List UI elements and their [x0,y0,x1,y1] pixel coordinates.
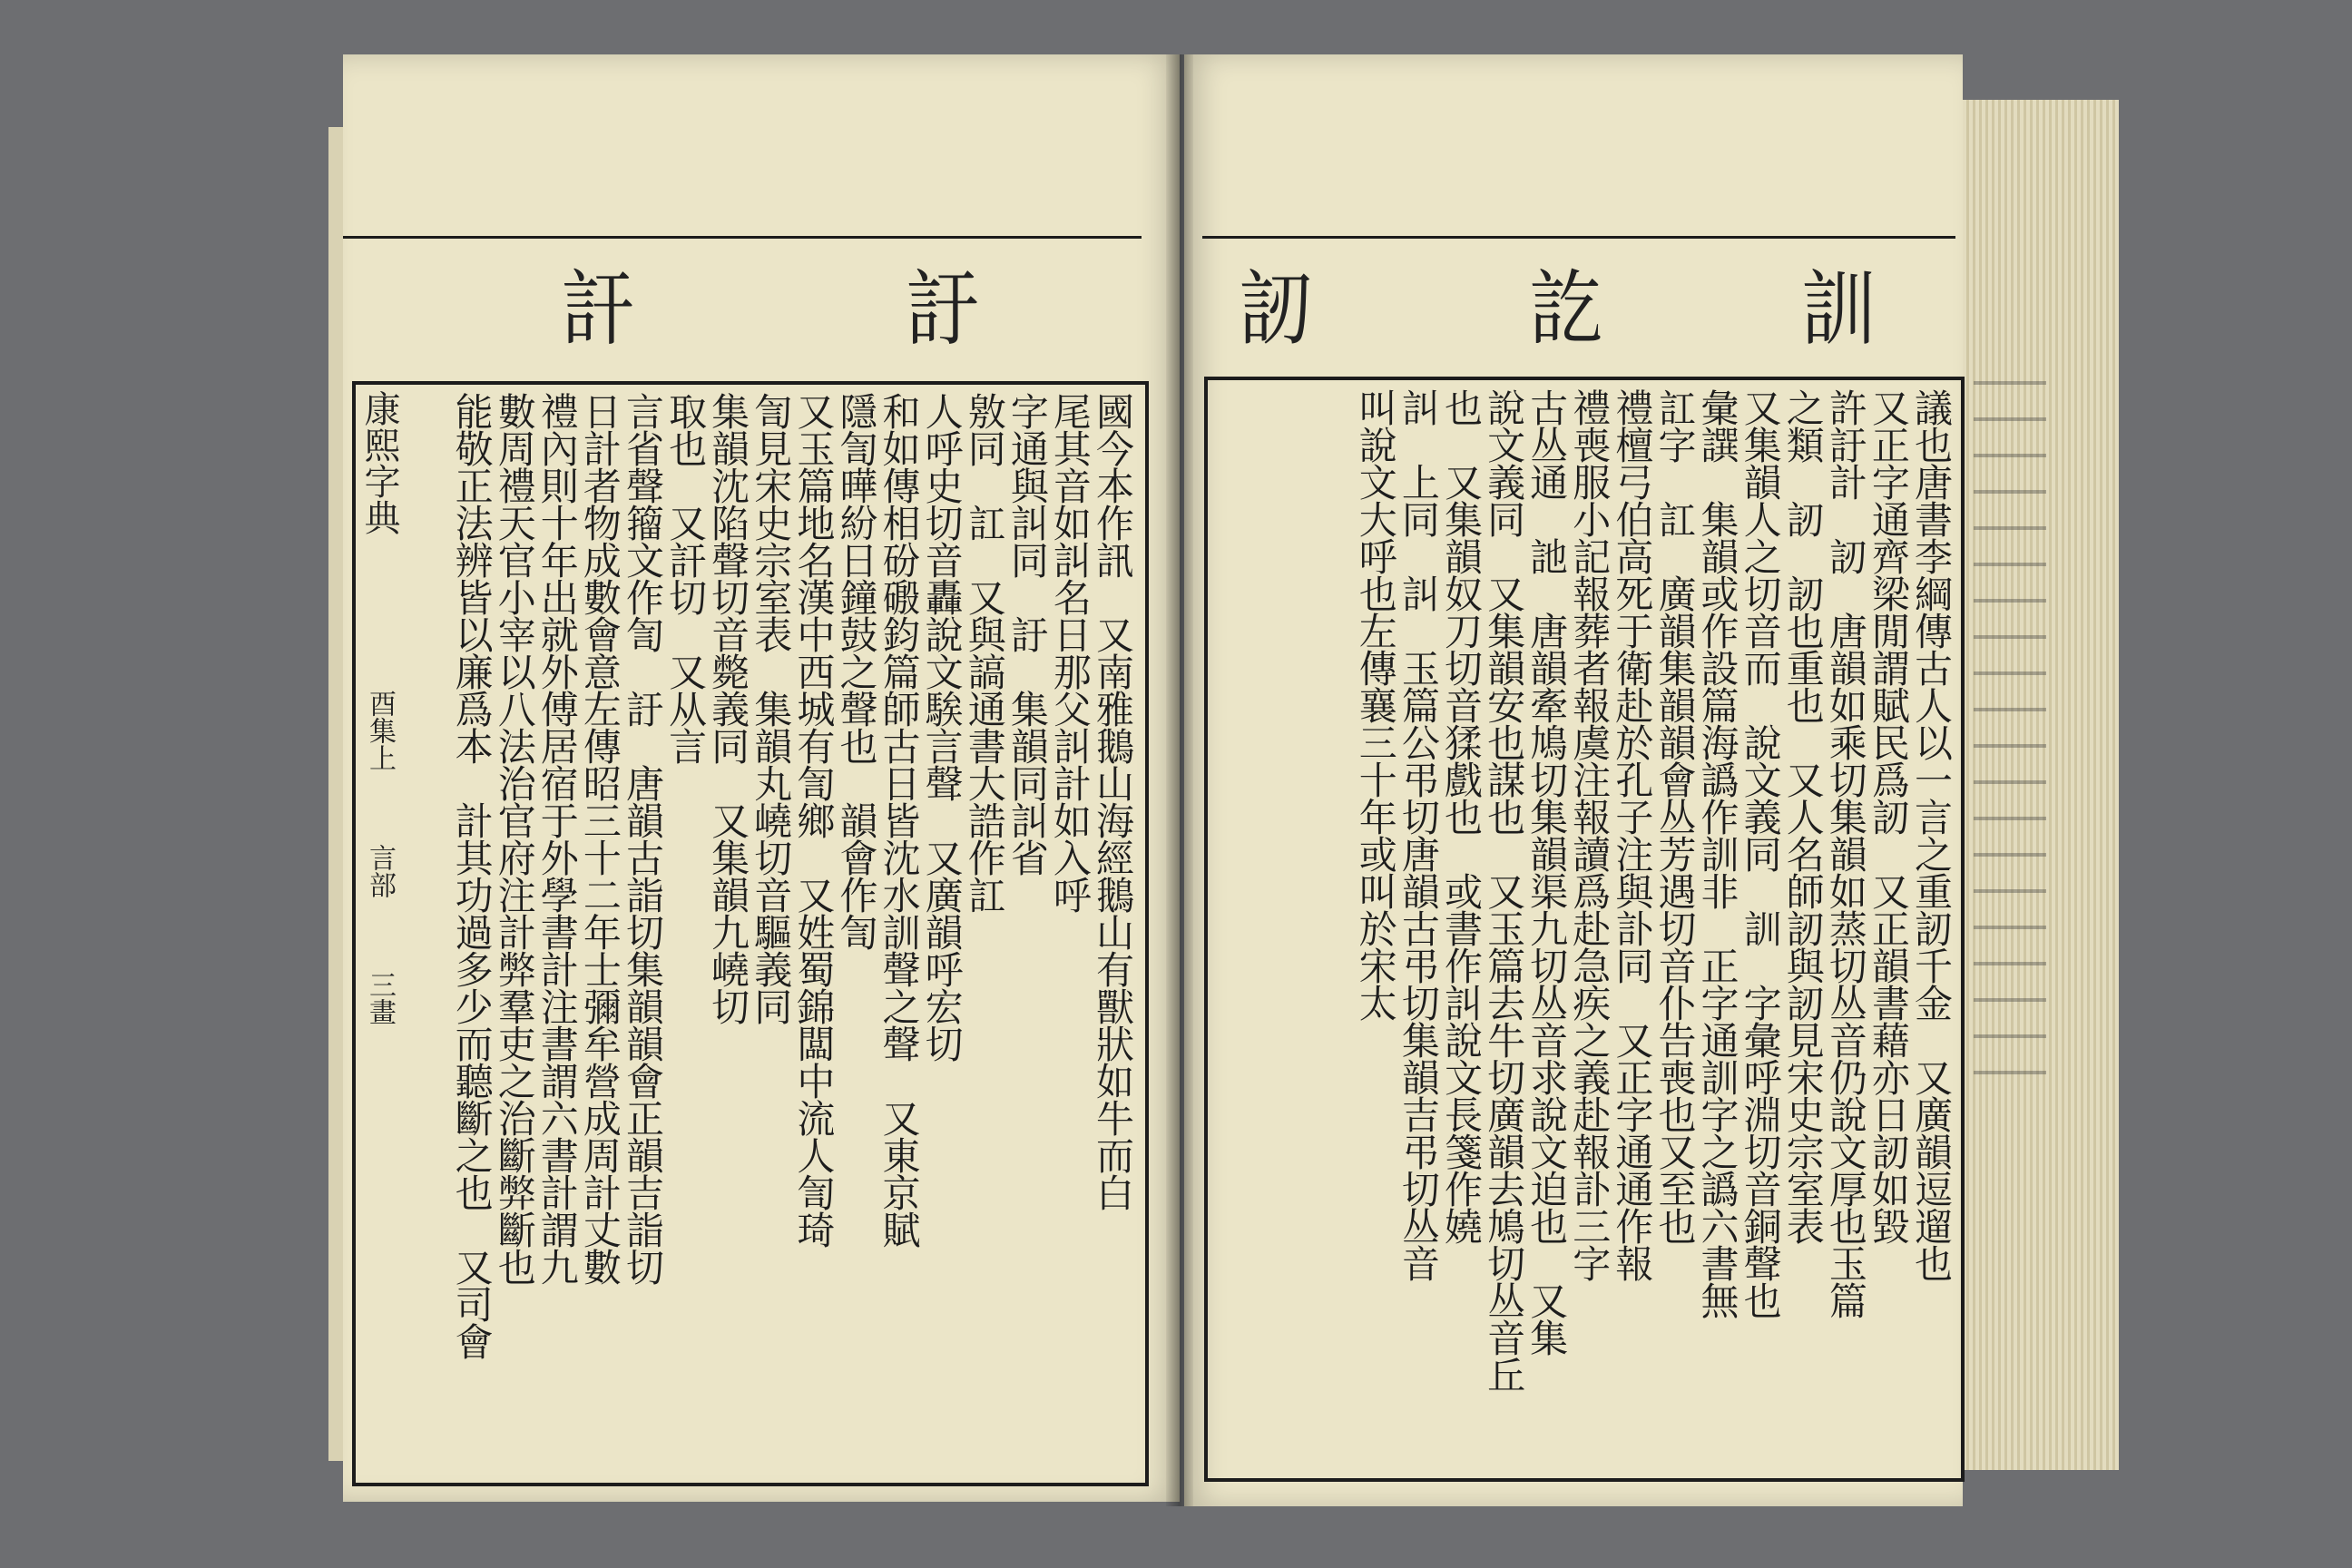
text-column: 字通與訆同 訏 集韻同訆省 [1004,392,1050,876]
text-column: 叫說文大呼也左傳襄三十年或叫於宋太 [1353,388,1398,1021]
text-column: 人呼史切音轟說文騃言聲 又廣韻呼宏切 [919,392,965,1062]
text-column: 彙譔 集韻或作設篇海譌作訓非 正字通訓字之譌六書無 [1695,388,1740,1318]
margin-section: 酉集上 [364,690,396,771]
seal-character-3: 訓 [1801,261,1877,358]
text-column: 禮內則十年出就外傅居宿于外學書計注書謂六書計謂九 [534,392,580,1285]
text-column: 訇見宋史宗室表 集韻丸嶢切音驅義同 [749,392,794,1024]
text-column: 訆 上同 訆 玉篇公弔切唐韻古弔切集韻吉弔切丛音 [1396,388,1441,1281]
text-column: 訌字 訌 廣韻集韻韻會丛芳遇切音仆告喪也又至也 [1652,388,1698,1244]
text-column: 也 又集韻奴刀切音猱戲也 或書作訆說文長箋作嬈 [1438,388,1484,1244]
left-text-columns [407,392,1135,1467]
text-column: 又正字通齊梁閒謂賦民爲訒 又正韻書藉亦日訒如毀 [1866,388,1911,1244]
right-text-columns [1211,388,1954,1464]
text-column: 國今本作訊 又南雅鵝山海經鵝山有獸狀如牛而白 [1091,392,1135,1210]
text-column: 敫同 訌 又與謞通書大誥作訌 [962,392,1007,913]
text-column: 能敬正法辨皆以廉爲本 計其功過多少而聽斷之也 又司會 [449,392,495,1359]
text-column: 數周禮天官小宰以八法治官府注計弊羣吏之治斷弊斷也 [492,392,537,1285]
seal-character-1: 訒 [1239,261,1314,358]
left-page [343,54,1180,1502]
seal-character-2: 訖 [1529,261,1604,358]
text-column: 尾其音如訆名日那父訆計如入呼 [1047,392,1093,913]
text-column: 又玉篇地名漢中西城有訇鄉 又姓蜀錦闆中流人訇琦 [791,392,837,1248]
text-column: 說文義同 又集韻安也謀也 又玉篇去牛切廣韻去鳩切丛音丘 [1482,388,1527,1393]
seal-character-2: 訏 [906,261,981,358]
text-column: 禮檀弓伯高死于衛赴於孔子注與訃同 又正字通通作報 [1610,388,1655,1281]
text-column: 言省聲籀文作訇 訏 唐韻古詣切集韻韻會正韻吉詣切 [620,392,665,1285]
text-column: 禮喪服小記報葬者報虞注報讀爲赴急疾之義赴報訃三字 [1567,388,1612,1281]
seal-character-1: 訐 [561,261,636,358]
text-column: 取也 又訐切 又从言 [663,392,709,764]
text-column: 之類 訒 訒也重也 又人名師訒與訒見宋史宗室表 [1780,388,1826,1244]
header-rule [343,236,1142,239]
header-rule [1202,236,1955,239]
text-column: 許訏計 訒 唐韻如乘切集韻如蒸切丛音仍說文厚也玉篇 [1823,388,1868,1318]
text-column: 議也唐書李綱傳古人以一言之重訒千金 又廣韻逗遛也 [1909,388,1954,1281]
margin-strokes: 三畫 [364,971,396,1025]
page-edge-ink [1974,381,2046,1107]
text-column: 隱訇曄紛日鐘鼓之聲也 韻會作訇 [834,392,879,950]
text-column: 又集韻人之切音而 說文義同 訓 字彙呼淵切音銅聲也 [1738,388,1783,1318]
text-column: 古丛通 訑 唐韻牽鳩切集韻渠九切丛音求說文迫也 又集 [1524,388,1570,1356]
text-column: 日計者物成數會意左傳昭三十二年士彌牟營成周計丈數 [577,392,622,1285]
text-column: 集韻沈陷聲切音斃義同 又集韻九嶢切 [706,392,751,1024]
margin-radical: 言部 [364,844,396,898]
text-column: 和如傳相砏磤鈞篇師古日皆沈水訓聲之聲 又東京賦 [877,392,922,1248]
book-gutter [1166,54,1193,1506]
right-page [1184,54,1963,1506]
margin-book-title: 康熙字典 [358,390,400,535]
